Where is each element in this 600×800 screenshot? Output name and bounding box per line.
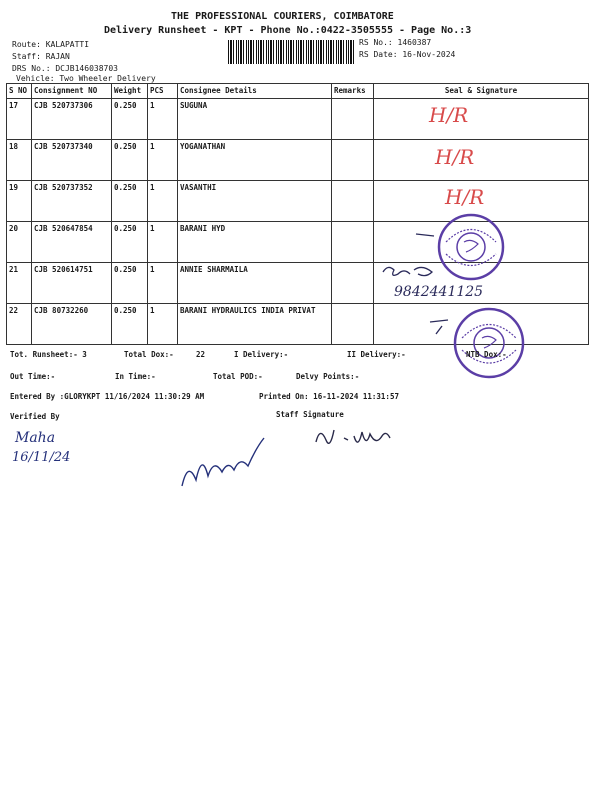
staff-signature-label: Staff Signature bbox=[276, 410, 344, 419]
col-header-weight: Weight bbox=[112, 84, 148, 99]
ntb-dox: NTB Dox:- bbox=[466, 350, 507, 359]
cell-remarks bbox=[332, 222, 374, 263]
col-header-sno: S NO bbox=[7, 84, 32, 99]
company-stamp-2 bbox=[452, 306, 526, 380]
cell-consignee: SUGUNA bbox=[178, 99, 332, 140]
delvy-points: Delvy Points:- bbox=[296, 372, 360, 381]
ii-delivery: II Delivery:- bbox=[347, 350, 406, 359]
cell-consignment: CJB 520737306 bbox=[32, 99, 112, 140]
verified-by-label: Verified By bbox=[10, 412, 60, 421]
in-time: In Time:- bbox=[115, 372, 156, 381]
cell-consignee: YOGANATHAN bbox=[178, 140, 332, 181]
cell-sno: 17 bbox=[7, 99, 32, 140]
cell-consignment: CJB 80732260 bbox=[32, 304, 112, 345]
col-header-consignment: Consignment NO bbox=[32, 84, 112, 99]
cell-consignee: ANNIE SHARMAILA bbox=[178, 263, 332, 304]
rs-date: RS Date: 16-Nov-2024 bbox=[359, 50, 456, 59]
hr-mark-3: H/R bbox=[445, 185, 485, 209]
cell-consignment: CJB 520614751 bbox=[32, 263, 112, 304]
cell-pcs: 1 bbox=[148, 181, 178, 222]
total-pod: Total POD:- bbox=[213, 372, 263, 381]
cell-weight: 0.250 bbox=[112, 263, 148, 304]
cell-weight: 0.250 bbox=[112, 304, 148, 345]
runsheet-subtitle: Delivery Runsheet - KPT - Phone No.:0422-3505555 - Page No.:3 bbox=[104, 25, 472, 36]
vehicle-label: Vehicle: Two Wheeler Delivery bbox=[16, 74, 156, 83]
drs-label: DRS No.: DCJB146038703 bbox=[12, 64, 118, 73]
company-title: THE PROFESSIONAL COURIERS, COIMBATORE bbox=[171, 11, 394, 22]
signature-scribble bbox=[178, 430, 268, 494]
verified-signature: Maha bbox=[15, 430, 56, 446]
cell-consignee: BARANI HYD bbox=[178, 222, 332, 263]
total-dox-value: 22 bbox=[196, 350, 206, 359]
printed-on: Printed On: 16-11-2024 11:31:57 bbox=[259, 392, 399, 401]
cell-pcs: 1 bbox=[148, 304, 178, 345]
cell-weight: 0.250 bbox=[112, 99, 148, 140]
cell-consignment: CJB 520737352 bbox=[32, 181, 112, 222]
cell-pcs: 1 bbox=[148, 140, 178, 181]
col-header-consignee: Consignee Details bbox=[178, 84, 332, 99]
col-header-seal: Seal & Signature bbox=[374, 84, 589, 99]
cell-pcs: 1 bbox=[148, 222, 178, 263]
hr-mark-1: H/R bbox=[429, 103, 469, 127]
verified-date: 16/11/24 bbox=[12, 450, 71, 465]
table-header-row bbox=[7, 84, 589, 99]
cell-remarks bbox=[332, 99, 374, 140]
cell-sno: 20 bbox=[7, 222, 32, 263]
col-header-remarks: Remarks bbox=[332, 84, 374, 99]
cell-consignee: BARANI HYDRAULICS INDIA PRIVAT bbox=[178, 304, 332, 345]
handwritten-phone: 9842441125 bbox=[394, 284, 484, 300]
handwritten-marks bbox=[425, 100, 505, 220]
handwritten-dash bbox=[428, 314, 452, 338]
cell-remarks bbox=[332, 140, 374, 181]
cell-remarks bbox=[332, 304, 374, 345]
cell-pcs: 1 bbox=[148, 263, 178, 304]
i-delivery: I Delivery:- bbox=[234, 350, 289, 359]
barcode bbox=[228, 40, 354, 64]
rs-number: RS No.: 1460387 bbox=[359, 38, 432, 47]
staff-signature bbox=[310, 420, 400, 460]
cell-sno: 21 bbox=[7, 263, 32, 304]
cell-remarks bbox=[332, 263, 374, 304]
cell-remarks bbox=[332, 181, 374, 222]
cell-sno: 22 bbox=[7, 304, 32, 345]
entered-by: Entered By :GLORYKPT 11/16/2024 11:30:29 AM bbox=[10, 392, 205, 401]
cell-pcs: 1 bbox=[148, 99, 178, 140]
cell-sno: 19 bbox=[7, 181, 32, 222]
tot-runsheet: Tot. Runsheet:- 3 bbox=[10, 350, 87, 359]
cell-sno: 18 bbox=[7, 140, 32, 181]
hr-mark-2: H/R bbox=[435, 145, 475, 169]
cell-weight: 0.250 bbox=[112, 181, 148, 222]
col-header-pcs: PCS bbox=[148, 84, 178, 99]
out-time: Out Time:- bbox=[10, 372, 56, 381]
cell-weight: 0.250 bbox=[112, 222, 148, 263]
cell-consignee: VASANTHI bbox=[178, 181, 332, 222]
route-label: Route: KALAPATTI bbox=[12, 40, 90, 49]
cell-consignment: CJB 520647854 bbox=[32, 222, 112, 263]
total-dox-label: Total Dox:- bbox=[124, 350, 174, 359]
cell-weight: 0.250 bbox=[112, 140, 148, 181]
staff-label: Staff: RAJAN bbox=[12, 52, 70, 61]
cell-consignment: CJB 520737340 bbox=[32, 140, 112, 181]
